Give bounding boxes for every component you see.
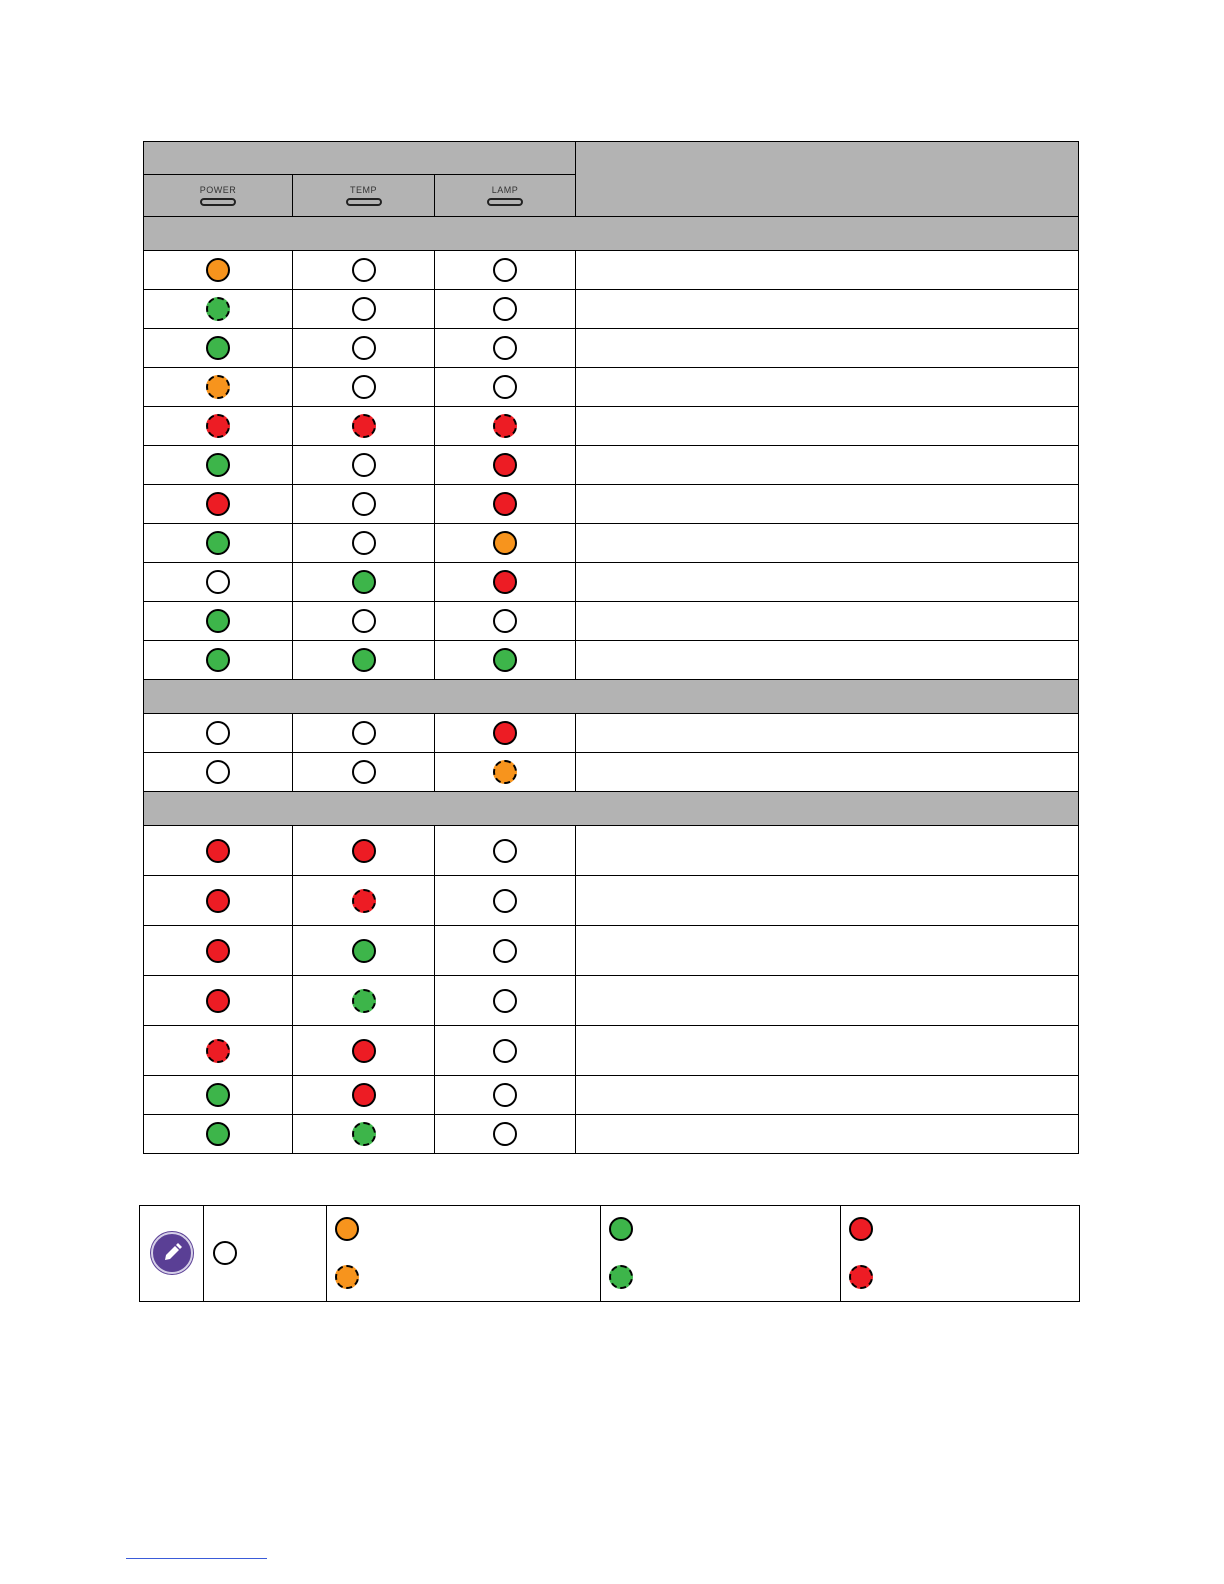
section-header-row <box>144 217 1079 251</box>
temp-green-solid-led-icon <box>352 570 376 594</box>
temp-red-solid-led-icon <box>352 1039 376 1063</box>
power-led-cell <box>144 1026 293 1076</box>
temp-led-cell <box>293 876 435 926</box>
power-label: POWER <box>199 185 237 195</box>
section-header-row <box>144 792 1079 826</box>
lamp-led-cell <box>435 368 576 407</box>
lamp-led-cell <box>435 1076 576 1115</box>
legend-red-cell <box>840 1206 1080 1301</box>
legend-green-solid-icon <box>609 1217 633 1241</box>
status-description-cell <box>576 1026 1079 1076</box>
table-row <box>144 563 1079 602</box>
power-led-cell <box>144 876 293 926</box>
lamp-led-cell <box>435 485 576 524</box>
lamp-red-solid-led-icon <box>493 492 517 516</box>
power-red-dashed-led-icon <box>206 1039 230 1063</box>
lamp-orange-solid-led-icon <box>493 531 517 555</box>
power-led-cell <box>144 714 293 753</box>
lamp-off-solid-led-icon <box>493 1083 517 1107</box>
temp-led-cell <box>293 1026 435 1076</box>
power-off-solid-led-icon <box>206 570 230 594</box>
temp-led-cell <box>293 641 435 680</box>
power-led-cell <box>144 563 293 602</box>
lamp-led-cell <box>435 563 576 602</box>
temp-led-cell <box>293 446 435 485</box>
power-led-cell <box>144 826 293 876</box>
temp-off-solid-led-icon <box>352 336 376 360</box>
lamp-led-icon <box>487 198 523 206</box>
temp-off-solid-led-icon <box>352 760 376 784</box>
temp-led-cell <box>293 1115 435 1154</box>
temp-led-cell <box>293 976 435 1026</box>
status-description-cell <box>576 329 1079 368</box>
power-red-solid-led-icon <box>206 939 230 963</box>
lamp-red-dashed-led-icon <box>493 414 517 438</box>
power-led-cell <box>144 368 293 407</box>
table-row <box>144 1115 1079 1154</box>
status-description-cell <box>576 1115 1079 1154</box>
power-green-solid-led-icon <box>206 336 230 360</box>
legend-red-dashed-icon <box>849 1265 873 1289</box>
temp-green-solid-led-icon <box>352 939 376 963</box>
status-description-cell <box>576 714 1079 753</box>
status-description-cell <box>576 926 1079 976</box>
temp-led-cell <box>293 407 435 446</box>
temp-led-cell <box>293 329 435 368</box>
table-row <box>144 251 1079 290</box>
lamp-off-solid-led-icon <box>493 375 517 399</box>
power-led-cell <box>144 524 293 563</box>
temp-led-cell <box>293 753 435 792</box>
table-row <box>144 1076 1079 1115</box>
power-led-cell <box>144 641 293 680</box>
lamp-led-cell <box>435 290 576 329</box>
lamp-red-solid-led-icon <box>493 721 517 745</box>
pencil-note-icon <box>151 1232 193 1274</box>
temp-off-solid-led-icon <box>352 453 376 477</box>
lamp-led-cell <box>435 251 576 290</box>
lamp-off-solid-led-icon <box>493 609 517 633</box>
legend-green-cell <box>600 1206 841 1301</box>
power-led-cell <box>144 926 293 976</box>
lamp-indicator-header <box>435 175 576 217</box>
lamp-led-cell <box>435 329 576 368</box>
lamp-off-solid-led-icon <box>493 939 517 963</box>
table-row <box>144 290 1079 329</box>
temp-off-solid-led-icon <box>352 609 376 633</box>
temp-label: TEMP <box>349 185 377 195</box>
temp-led-icon <box>346 198 382 206</box>
temp-off-solid-led-icon <box>352 531 376 555</box>
legend-red-solid-icon <box>849 1217 873 1241</box>
power-red-solid-led-icon <box>206 989 230 1013</box>
temp-led-cell <box>293 368 435 407</box>
lamp-led-cell <box>435 602 576 641</box>
table-row <box>144 876 1079 926</box>
temp-indicator-header <box>293 175 435 217</box>
lamp-green-solid-led-icon <box>493 648 517 672</box>
status-header-cell <box>576 142 1079 217</box>
temp-led-cell <box>293 524 435 563</box>
lamp-off-solid-led-icon <box>493 336 517 360</box>
power-orange-dashed-led-icon <box>206 375 230 399</box>
power-off-solid-led-icon <box>206 721 230 745</box>
table-row <box>144 926 1079 976</box>
temp-green-dashed-led-icon <box>352 1122 376 1146</box>
legend-note-cell <box>139 1206 204 1301</box>
lamp-off-solid-led-icon <box>493 258 517 282</box>
status-description-cell <box>576 290 1079 329</box>
lamp-led-cell <box>435 976 576 1026</box>
legend-box <box>139 1205 1080 1302</box>
lamp-led-cell <box>435 446 576 485</box>
power-green-solid-led-icon <box>206 648 230 672</box>
section-header-row <box>144 680 1079 714</box>
power-red-solid-led-icon <box>206 839 230 863</box>
status-description-cell <box>576 485 1079 524</box>
lamp-off-solid-led-icon <box>493 1122 517 1146</box>
status-description-cell <box>576 976 1079 1026</box>
temp-led-cell <box>293 563 435 602</box>
temp-off-solid-led-icon <box>352 492 376 516</box>
lamp-off-solid-led-icon <box>493 839 517 863</box>
power-led-cell <box>144 1115 293 1154</box>
power-led-cell <box>144 290 293 329</box>
temp-off-solid-led-icon <box>352 258 376 282</box>
power-led-cell <box>144 446 293 485</box>
temp-off-solid-led-icon <box>352 297 376 321</box>
temp-led-cell <box>293 714 435 753</box>
table-row <box>144 524 1079 563</box>
lamp-led-cell <box>435 407 576 446</box>
temp-red-dashed-led-icon <box>352 889 376 913</box>
power-indicator-header <box>144 175 293 217</box>
lamp-red-solid-led-icon <box>493 453 517 477</box>
temp-led-cell <box>293 1076 435 1115</box>
temp-off-solid-led-icon <box>352 375 376 399</box>
status-description-cell <box>576 753 1079 792</box>
status-description-cell <box>576 1076 1079 1115</box>
lamp-red-solid-led-icon <box>493 570 517 594</box>
power-led-icon <box>200 198 236 206</box>
temp-green-solid-led-icon <box>352 648 376 672</box>
light-header-cell <box>144 142 576 175</box>
status-description-cell <box>576 446 1079 485</box>
lamp-orange-dashed-led-icon <box>493 760 517 784</box>
lamp-off-solid-led-icon <box>493 297 517 321</box>
lamp-led-cell <box>435 1026 576 1076</box>
temp-red-dashed-led-icon <box>352 414 376 438</box>
temp-green-dashed-led-icon <box>352 989 376 1013</box>
table-body <box>144 142 1079 1154</box>
status-description-cell <box>576 602 1079 641</box>
power-orange-solid-led-icon <box>206 258 230 282</box>
lamp-led-cell <box>435 524 576 563</box>
status-description-cell <box>576 368 1079 407</box>
legend-orange-dashed-icon <box>335 1265 359 1289</box>
table-row <box>144 1026 1079 1076</box>
temp-led-cell <box>293 826 435 876</box>
footer-link-underline <box>126 1558 267 1559</box>
table-row <box>144 826 1079 876</box>
table-row <box>144 641 1079 680</box>
power-red-solid-led-icon <box>206 492 230 516</box>
power-led-cell <box>144 602 293 641</box>
power-red-solid-led-icon <box>206 889 230 913</box>
temp-led-cell <box>293 485 435 524</box>
legend-orange-solid-icon <box>335 1217 359 1241</box>
power-led-cell <box>144 1076 293 1115</box>
lamp-led-cell <box>435 1115 576 1154</box>
power-led-cell <box>144 251 293 290</box>
temp-led-cell <box>293 602 435 641</box>
lamp-led-cell <box>435 876 576 926</box>
lamp-led-cell <box>435 926 576 976</box>
power-led-cell <box>144 329 293 368</box>
lamp-off-solid-led-icon <box>493 889 517 913</box>
table-row <box>144 602 1079 641</box>
status-description-cell <box>576 641 1079 680</box>
temp-red-solid-led-icon <box>352 839 376 863</box>
temp-off-solid-led-icon <box>352 721 376 745</box>
temp-led-cell <box>293 926 435 976</box>
lamp-label: LAMP <box>491 185 519 195</box>
legend-off-cell <box>203 1206 327 1301</box>
power-green-dashed-led-icon <box>206 297 230 321</box>
power-led-cell <box>144 485 293 524</box>
legend-off-solid-icon <box>213 1241 237 1265</box>
power-green-solid-led-icon <box>206 1083 230 1107</box>
legend-green-dashed-icon <box>609 1265 633 1289</box>
power-green-solid-led-icon <box>206 531 230 555</box>
status-description-cell <box>576 524 1079 563</box>
lamp-led-cell <box>435 641 576 680</box>
lamp-led-cell <box>435 826 576 876</box>
table-row <box>144 976 1079 1026</box>
table-row <box>144 407 1079 446</box>
lamp-led-cell <box>435 753 576 792</box>
status-description-cell <box>576 407 1079 446</box>
power-green-solid-led-icon <box>206 453 230 477</box>
temp-led-cell <box>293 290 435 329</box>
temp-red-solid-led-icon <box>352 1083 376 1107</box>
power-led-cell <box>144 976 293 1026</box>
lamp-off-solid-led-icon <box>493 1039 517 1063</box>
temp-led-cell <box>293 251 435 290</box>
power-green-solid-led-icon <box>206 1122 230 1146</box>
table-row <box>144 485 1079 524</box>
power-off-solid-led-icon <box>206 760 230 784</box>
table-row <box>144 329 1079 368</box>
table-row <box>144 714 1079 753</box>
power-led-cell <box>144 753 293 792</box>
table-row <box>144 368 1079 407</box>
status-description-cell <box>576 826 1079 876</box>
lamp-off-solid-led-icon <box>493 989 517 1013</box>
legend-orange-cell <box>326 1206 601 1301</box>
status-description-cell <box>576 876 1079 926</box>
table-row <box>144 753 1079 792</box>
power-led-cell <box>144 407 293 446</box>
power-red-dashed-led-icon <box>206 414 230 438</box>
lamp-led-cell <box>435 714 576 753</box>
table-row <box>144 446 1079 485</box>
power-green-solid-led-icon <box>206 609 230 633</box>
status-description-cell <box>576 563 1079 602</box>
led-indicator-table <box>143 141 1079 1154</box>
status-description-cell <box>576 251 1079 290</box>
